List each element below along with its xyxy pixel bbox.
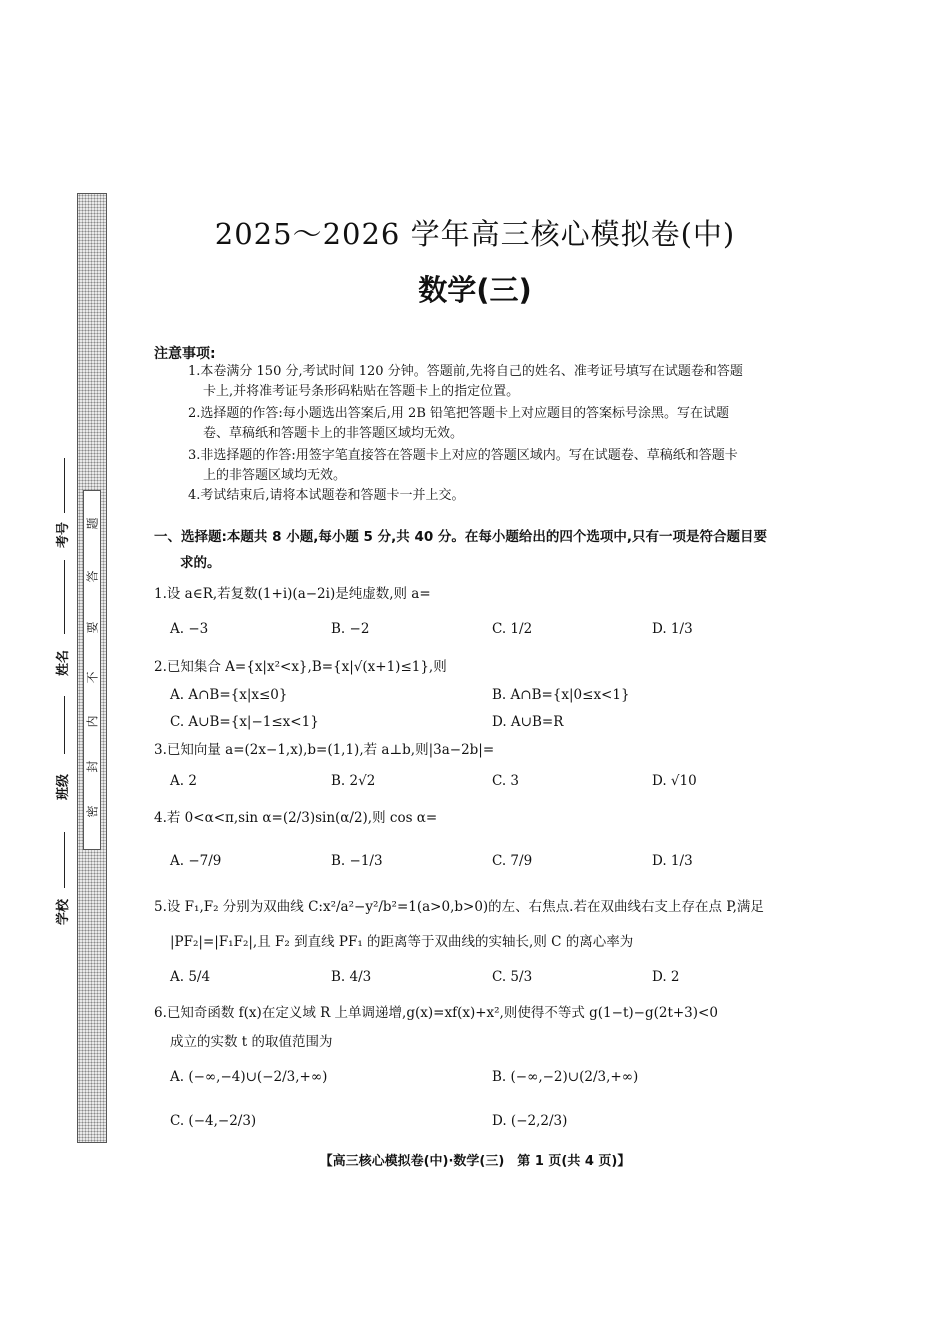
question-2: 2.已知集合 A={x|x²<x},B={x|√(x+1)≤1},则: [154, 659, 447, 675]
option-a: A. (−∞,−4)∪(−2/3,+∞): [170, 1069, 328, 1085]
option-b: B. 4/3: [331, 969, 372, 985]
class-line: [64, 696, 65, 754]
question-3: 3.已知向量 a=(2x−1,x),b=(1,1),若 a⊥b,则|3a−2b|=: [154, 742, 495, 758]
option-a: A. 2: [170, 773, 197, 789]
option-b: B. −1/3: [331, 853, 383, 869]
seal-char: 内: [85, 715, 100, 728]
notice-line: 3.非选择题的作答:用签字笔直接答在答题卡上对应的答题区域内。写在试题卷、草稿纸和答题卡: [188, 448, 738, 463]
notice-line: 2.选择题的作答:每小题选出答案后,用 2B 铅笔把答题卡上对应题目的答案标号涂黑。写在试题: [188, 406, 730, 421]
option-c: C. 5/3: [492, 969, 533, 985]
notice-item: [188, 362, 814, 402]
exam-title: 2025～2026 学年高三核心模拟卷(中): [214, 217, 736, 251]
option-c: C. (−4,−2/3): [170, 1113, 257, 1129]
notice-line: 上的非答题区域均无效。: [203, 468, 347, 483]
question-4: 4.若 0<α<π,sin α=(2/3)sin(α/2),则 cos α=: [154, 810, 438, 826]
class-label: 班级: [56, 773, 71, 800]
exam-subtitle: 数学(三): [418, 273, 532, 307]
seal-char: 要: [85, 621, 100, 634]
seal-char: 题: [85, 517, 100, 530]
option-a: A. A∩B={x|x≤0}: [170, 687, 288, 703]
option-c: C. 1/2: [492, 621, 533, 637]
notice-line: 卷、草稿纸和答题卡上的非答题区域均无效。: [203, 426, 464, 441]
notice-item: [188, 446, 814, 486]
question-1: 1.设 a∈R,若复数(1+i)(a−2i)是纯虚数,则 a=: [154, 586, 431, 602]
notice-line: 4.考试结束后,请将本试题卷和答题卡一并上交。: [188, 488, 465, 503]
option-a: A. 5/4: [170, 969, 211, 985]
school-line: [64, 832, 65, 888]
option-b: B. 2√2: [331, 773, 376, 789]
option-d: D. (−2,2/3): [492, 1113, 568, 1129]
option-b: B. (−∞,−2)∪(2/3,+∞): [492, 1069, 639, 1085]
option-c: C. 3: [492, 773, 520, 789]
option-b: B. −2: [331, 621, 370, 637]
option-d: D. √10: [652, 773, 697, 789]
seal-box: [83, 490, 101, 850]
name-label: 姓名: [56, 649, 71, 676]
option-a: A. −7/9: [170, 853, 222, 869]
question-6-cont: 成立的实数 t 的取值范围为: [170, 1034, 333, 1050]
option-c: C. 7/9: [492, 853, 533, 869]
option-a: A. −3: [170, 621, 209, 637]
notice-line: 卡上,并将准考证号条形码粘贴在答题卡上的指定位置。: [203, 384, 520, 399]
seal-char: 答: [85, 570, 100, 583]
option-c: C. A∪B={x|−1≤x<1}: [170, 714, 319, 730]
section-heading: [154, 524, 814, 576]
exam-number-line: [64, 458, 65, 513]
seal-char: 密: [85, 805, 100, 818]
notice-heading: 注意事项:: [154, 346, 216, 362]
option-d: D. 2: [652, 969, 680, 985]
notice-item: [188, 404, 814, 444]
option-d: D. 1/3: [652, 621, 693, 637]
question-5-cont: |PF₂|=|F₁F₂|,且 F₂ 到直线 PF₁ 的距离等于双曲线的实轴长,则 C 的离心率为: [170, 934, 634, 950]
option-d: D. A∪B=R: [492, 714, 564, 730]
seal-char: 不: [85, 671, 100, 684]
question-6: 6.已知奇函数 f(x)在定义域 R 上单调递增,g(x)=xf(x)+x²,则使得不等式 g(1−t)−g(2t+3)<0: [154, 1005, 718, 1021]
seal-char: 封: [85, 760, 100, 773]
option-d: D. 1/3: [652, 853, 693, 869]
name-line: [64, 560, 65, 634]
question-5: 5.设 F₁,F₂ 分别为双曲线 C:x²/a²−y²/b²=1(a>0,b>0)的左、右焦点.若在双曲线右支上存在点 P,满足: [154, 899, 764, 915]
exam-number-label: 考号: [56, 521, 71, 548]
section-line: 一、选择题:本题共 8 小题,每小题 5 分,共 40 分。在每小题给出的四个选项中,只有一项是符合题目要: [154, 529, 768, 545]
page-footer: 【高三核心模拟卷(中)·数学(三) 第 1 页(共 4 页)】: [319, 1154, 631, 1169]
notice-item: [188, 486, 814, 506]
section-line: 求的。: [180, 555, 221, 571]
notice-line: 1.本卷满分 150 分,考试时间 120 分钟。答题前,先将自己的姓名、准考证号填写在试题卷和答题: [188, 364, 743, 379]
option-b: B. A∩B={x|0≤x<1}: [492, 687, 630, 703]
school-label: 学校: [56, 898, 71, 925]
